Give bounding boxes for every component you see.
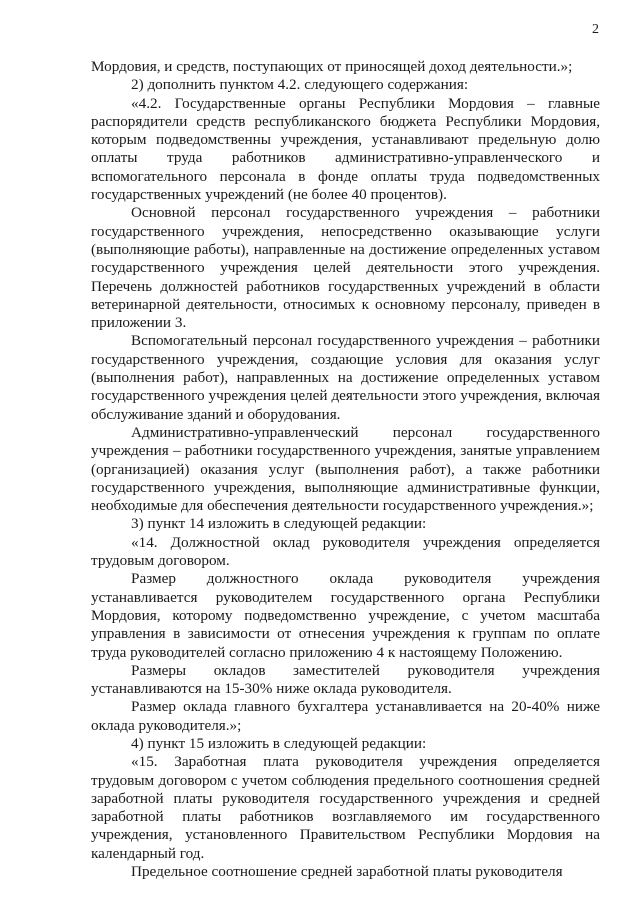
paragraph: Административно-управленческий персонал государственного учреждения – работники государственного учреждения, занятые управлением (организацией) оказания услуг (выполнения работ), а также работники государственного учреждения, выполняющие административные функции, необходимые для обеспечения деятельности государственного учреждения.»; — [91, 423, 600, 515]
paragraph: «4.2. Государственные органы Республики Мордовия – главные распорядители средств республиканского бюджета Республики Мордовия, которым подведомственны учреждения, устанавливают предельную долю оплаты труда работников административно-управленческого и вспомогательного персонала в фонде оплаты труда подведомственных государственных учреждений (не более 40 процентов). — [91, 94, 600, 204]
page-number: 2 — [592, 22, 599, 37]
paragraph: «14. Должностной оклад руководителя учреждения определяется трудовым договором. — [91, 533, 600, 570]
paragraph: Основной персонал государственного учреждения – работники государственного учреждения, непосредственно оказывающие услуги (выполняющие работы), направленные на достижение определенных уставом государственного учреждения целей деятельности этого учреждения. Перечень должностей работников государственных учреждений в области ветеринарной деятельности, относимых к основному персоналу, приведен в приложении 3. — [91, 204, 600, 332]
paragraph: 2) дополнить пунктом 4.2. следующего содержания: — [131, 76, 469, 94]
paragraph: Мордовия, и средств, поступающих от приносящей доход деятельности.»; — [91, 58, 573, 75]
paragraph: «15. Заработная плата руководителя учреждения определяется трудовым договором с учетом соблюдения предельного соотношения средней заработной платы руководителя государственного учреждения и средней заработной платы работников возглавляемого им государственного учреждения, установленного Правительством Республики Мордовия на календарный год. — [91, 753, 600, 862]
paragraph: Предельное соотношение средней заработной платы руководителя — [131, 863, 563, 881]
paragraph: 4) пункт 15 изложить в следующей редакции: — [131, 734, 427, 752]
paragraph: Размер должностного оклада руководителя учреждения устанавливается руководителем государственного органа Республики Мордовия, которому подведомственно учреждение, с учетом масштаба управления в зависимости от отнесения учреждения к группам по оплате труда руководителей согласно приложению 4 к настоящему Положению. — [91, 570, 600, 661]
document-body — [91, 58, 600, 881]
paragraph: Размер оклада главного бухгалтера устанавливается на 20-40% ниже оклада руководителя.»; — [91, 698, 600, 734]
paragraph: Размеры окладов заместителей руководителя учреждения устанавливаются на 15-30% ниже оклада руководителя. — [91, 661, 600, 698]
paragraph: Вспомогательный персонал государственного учреждения – работники государственного учреждения, создающие условия для оказания услуг (выполнения работ), направленных на достижение определенных уставом государственного учреждения целей деятельности этого учреждения, включая обслуживание зданий и оборудования. — [91, 332, 600, 423]
paragraph: 3) пункт 14 изложить в следующей редакции: — [131, 515, 427, 533]
